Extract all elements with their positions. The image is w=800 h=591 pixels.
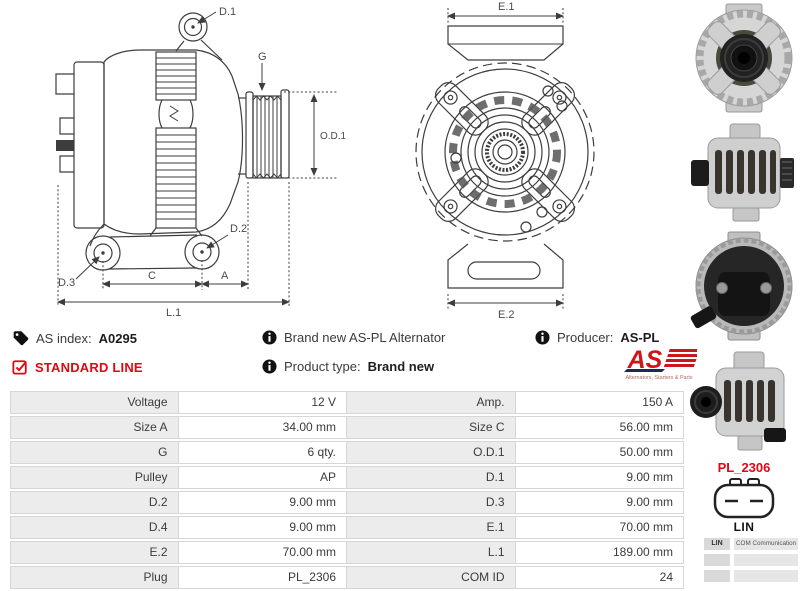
spec-label-cell: G bbox=[10, 441, 179, 464]
alternator-side-pulley-photo bbox=[688, 344, 800, 456]
legend-row-empty bbox=[704, 570, 798, 582]
spec-value-cell: 12 V bbox=[179, 391, 348, 414]
spec-value-cell: PL_2306 bbox=[179, 566, 348, 589]
spec-label-cell: Amp. bbox=[347, 391, 516, 414]
info-icon bbox=[262, 359, 277, 374]
spec-label-cell: L.1 bbox=[347, 541, 516, 564]
as-index-row bbox=[12, 330, 137, 346]
dim-label-d2: D.2 bbox=[230, 223, 248, 235]
as-pl-logo bbox=[615, 345, 697, 388]
product-type-row bbox=[262, 359, 434, 374]
producer-label: Producer: bbox=[557, 330, 614, 345]
side-view-drawing bbox=[0, 0, 352, 320]
spec-label-cell: O.D.1 bbox=[347, 441, 516, 464]
front-view-drawing bbox=[396, 0, 696, 320]
spec-value-cell: 9.00 mm bbox=[516, 491, 685, 514]
spec-value-cell: 6 qty. bbox=[179, 441, 348, 464]
spec-value-cell: 189.00 mm bbox=[516, 541, 685, 564]
spec-label-cell: COM ID bbox=[347, 566, 516, 589]
dim-label-e2: E.2 bbox=[498, 309, 515, 320]
dim-label-od1: O.D.1 bbox=[320, 131, 347, 142]
spec-value-cell: 24 bbox=[516, 566, 685, 589]
spec-label-cell: D.2 bbox=[10, 491, 179, 514]
spec-label-cell: E.1 bbox=[347, 516, 516, 539]
logo-tagline: Alternators, Starters & Parts bbox=[625, 375, 693, 381]
lin-plug-icon bbox=[710, 477, 778, 519]
product-type-label: Product type: bbox=[284, 359, 361, 374]
product-photo-front[interactable] bbox=[688, 2, 800, 114]
spec-value-cell: 150 A bbox=[516, 391, 685, 414]
logo-text: AS bbox=[627, 346, 663, 374]
as-index-value: A0295 bbox=[98, 330, 137, 346]
dim-label-d3: D.3 bbox=[58, 277, 76, 289]
logo-stripes bbox=[664, 349, 697, 367]
spec-label-cell: Pulley bbox=[10, 466, 179, 489]
spec-row bbox=[10, 466, 684, 489]
info-icon bbox=[535, 330, 550, 345]
brand-new-row bbox=[262, 330, 445, 345]
spec-value-cell: 9.00 mm bbox=[516, 466, 685, 489]
dim-label-g: G bbox=[258, 51, 267, 63]
alternator-rear-photo bbox=[688, 230, 800, 342]
spec-table bbox=[10, 389, 684, 591]
plug-code: PL_2306 bbox=[717, 460, 771, 475]
spec-label-cell: D.1 bbox=[347, 466, 516, 489]
spec-row bbox=[10, 516, 684, 539]
spec-label-cell: D.3 bbox=[347, 491, 516, 514]
standard-line-label: STANDARD LINE bbox=[35, 359, 143, 375]
checkbox-icon bbox=[12, 359, 28, 375]
spec-row bbox=[10, 566, 684, 589]
alternator-side-photo bbox=[688, 116, 800, 228]
producer-value: AS-PL bbox=[620, 330, 660, 345]
producer-row bbox=[535, 330, 659, 345]
alternator-front-photo bbox=[688, 2, 800, 114]
spec-value-cell: 56.00 mm bbox=[516, 416, 685, 439]
as-index-label: AS index: bbox=[36, 330, 92, 346]
dim-label-a: A bbox=[221, 270, 229, 282]
spec-value-cell: 70.00 mm bbox=[179, 541, 348, 564]
legend-row-empty bbox=[704, 554, 798, 566]
info-icon bbox=[262, 330, 277, 345]
spec-row bbox=[10, 391, 684, 414]
spec-row bbox=[10, 441, 684, 464]
dim-label-e1: E.1 bbox=[498, 1, 515, 13]
dim-label-c: C bbox=[148, 270, 156, 282]
standard-line-row bbox=[12, 359, 143, 375]
product-photo-side-pulley[interactable] bbox=[688, 344, 800, 456]
spec-label-cell: D.4 bbox=[10, 516, 179, 539]
com-legend bbox=[704, 538, 798, 586]
spec-value-cell: 9.00 mm bbox=[179, 516, 348, 539]
spec-label-cell: Size C bbox=[347, 416, 516, 439]
spec-label-cell: Voltage bbox=[10, 391, 179, 414]
brand-new-label: Brand new AS-PL Alternator bbox=[284, 330, 446, 345]
product-type-value: Brand new bbox=[367, 359, 435, 374]
spec-value-cell: 50.00 mm bbox=[516, 441, 685, 464]
spec-value-cell: AP bbox=[179, 466, 348, 489]
dim-label-d1: D.1 bbox=[219, 6, 237, 18]
legend-row bbox=[704, 538, 798, 550]
spec-row bbox=[10, 416, 684, 439]
spec-label-cell: Plug bbox=[10, 566, 179, 589]
spec-value-cell: 70.00 mm bbox=[516, 516, 685, 539]
spec-row bbox=[10, 491, 684, 514]
legend-key: LIN bbox=[704, 538, 730, 550]
spec-row bbox=[10, 541, 684, 564]
product-photo-rear[interactable] bbox=[688, 230, 800, 342]
spec-value-cell: 34.00 mm bbox=[179, 416, 348, 439]
product-photo-side[interactable] bbox=[688, 116, 800, 228]
spec-label-cell: Size A bbox=[10, 416, 179, 439]
plug-type-label: LIN bbox=[733, 520, 755, 534]
spec-value-cell: 9.00 mm bbox=[179, 491, 348, 514]
tag-icon bbox=[12, 330, 29, 346]
spec-label-cell: E.2 bbox=[10, 541, 179, 564]
legend-value: COM Communication bbox=[734, 538, 798, 550]
dim-label-l1: L.1 bbox=[166, 307, 182, 319]
